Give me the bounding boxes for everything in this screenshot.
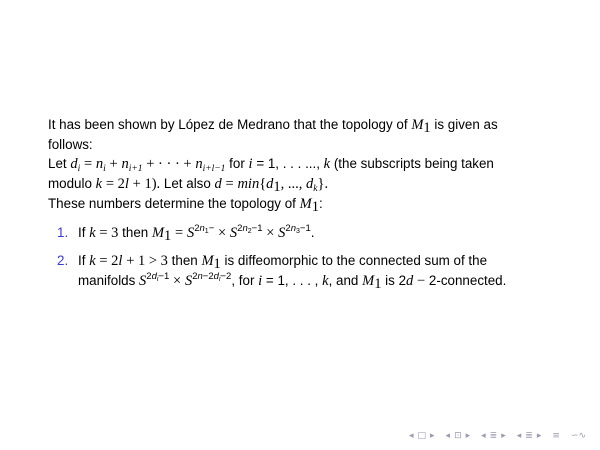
nav-section-icon[interactable]: ⊡ xyxy=(454,431,462,441)
definition-line: Let $d_i = n_i + n_{i+1}$ + · · · + $n_{i+l-1}$ for i = 1, . . . ..., k (the subscripts being taken xyxy=(48,156,494,174)
range-text: = 1, . . . , xyxy=(265,273,323,288)
modulo-label: modulo xyxy=(48,176,92,191)
nav-subsection-icon[interactable]: ≣ xyxy=(489,431,498,441)
paren-text: (the subscripts being taken xyxy=(333,156,494,171)
then-label: then xyxy=(171,253,198,268)
intro-line-1: It has been shown by López de Medrano that the topology of $M_1$ is given as xyxy=(48,117,498,136)
nav-doc-icon[interactable]: ≣ xyxy=(525,431,533,441)
is-label: is 2 xyxy=(385,273,407,288)
nav-section-next-icon[interactable]: ▸ xyxy=(465,431,471,441)
list-item-content-line-1: If k = 2l + 1 > 3 then $M_1$ is diffeomorphic to the connected sum of the xyxy=(78,253,488,272)
nav-subsection-next-icon[interactable]: ▸ xyxy=(501,431,506,441)
connected-text: 2-connected. xyxy=(428,273,507,288)
list-item-content-line-2: manifolds $S^{2d_i-1} \times S^{2n-2d_i-2}$, for i = 1, . . . , k, and $M_1$ is 2d − 2-connected. xyxy=(78,271,507,292)
if-label: If xyxy=(78,225,86,240)
for-label: for xyxy=(229,156,245,171)
list-item xyxy=(48,223,568,243)
nav-first-icon[interactable]: ◂ xyxy=(408,431,414,441)
let-label: Let xyxy=(48,156,67,171)
math-m1: M xyxy=(411,117,424,133)
for-label: , for xyxy=(231,273,255,288)
list-item-number: 1. xyxy=(57,225,69,240)
diffeo-text: is diffeomorphic to the connected sum of the xyxy=(224,253,488,268)
beamer-navigation xyxy=(409,431,586,441)
determine-text: These numbers determine the topology of xyxy=(48,196,296,211)
nav-align-icon[interactable]: ≡ xyxy=(552,431,560,441)
slide-content xyxy=(48,115,568,299)
determine-line: These numbers determine the topology of $M_1$: xyxy=(48,196,323,215)
nav-next-icon[interactable]: ▸ xyxy=(536,431,542,441)
list-item-number: 2. xyxy=(57,253,69,268)
intro-line-2: follows: xyxy=(48,137,93,152)
nav-subsection-prev-icon[interactable]: ◂ xyxy=(481,431,486,441)
nav-section-prev-icon[interactable]: ◂ xyxy=(445,431,451,441)
if-label: If xyxy=(78,253,86,268)
let-also-label: Let also xyxy=(163,176,211,191)
list-item xyxy=(48,251,568,291)
enumerate-list xyxy=(48,223,568,291)
and-label: , and xyxy=(328,273,359,288)
nav-search-icon[interactable]: ∽∿ xyxy=(570,431,586,441)
modulo-line: modulo k = 2l + 1). Let also $d = \min\{d_1$, ..., $d_k$}. xyxy=(48,176,329,195)
intro-text: It has been shown by López de Medrano that the topology of xyxy=(48,117,408,132)
intro-text-end: is given as xyxy=(434,117,498,132)
nav-frame-icon[interactable]: □ xyxy=(417,431,426,441)
range-text: = 1, . . . ..., xyxy=(256,156,324,171)
nav-prev-icon-2[interactable]: ◂ xyxy=(516,431,522,441)
manifolds-label: manifolds xyxy=(78,273,136,288)
then-label: then xyxy=(122,225,149,240)
list-item-content: If k = 3 then $M_1 = S^{2n_1-} \times S^{2n_2-1} \times S^{2n_3-1}$. xyxy=(78,223,315,244)
nav-prev-icon[interactable]: ▸ xyxy=(430,431,435,441)
